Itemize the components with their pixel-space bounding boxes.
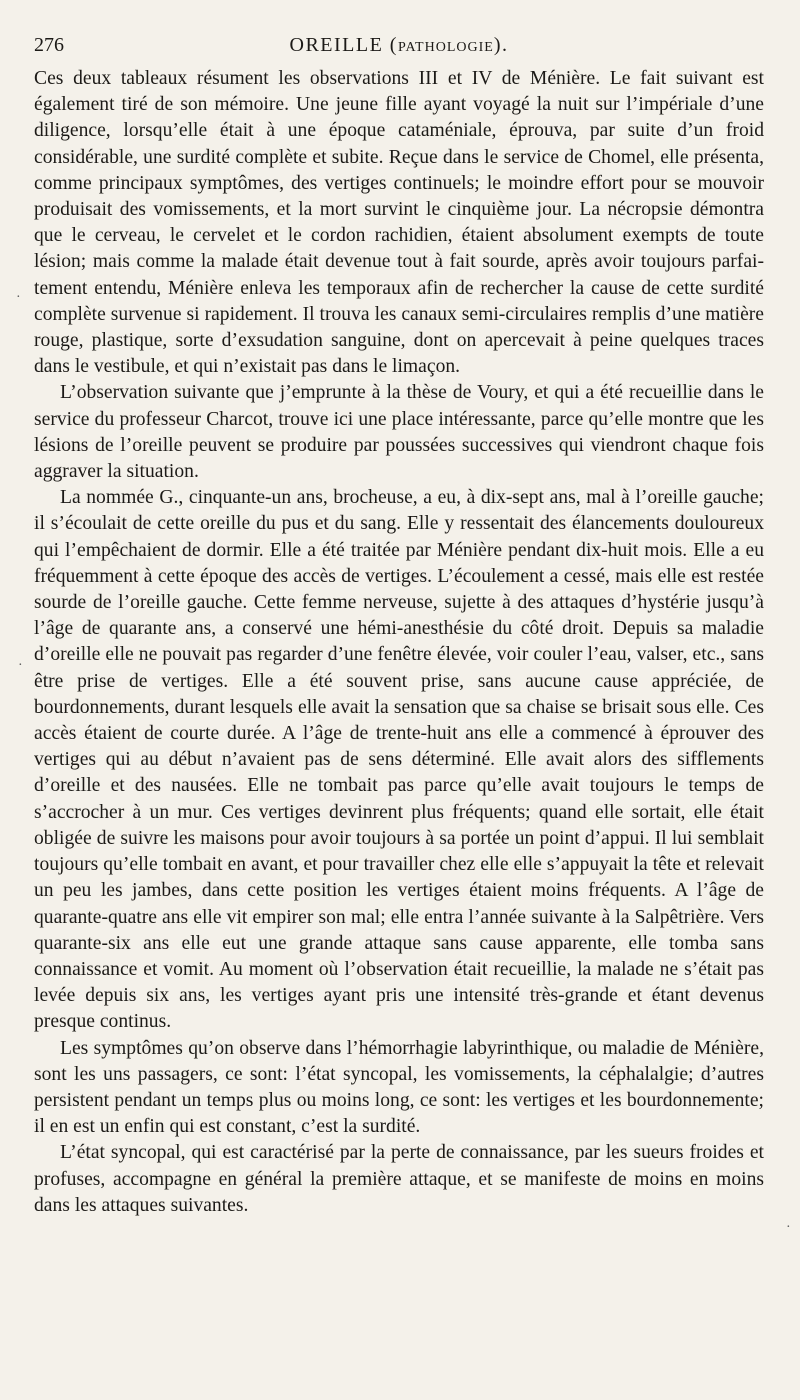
running-title-smallcaps: PATHOLOGIE — [397, 40, 494, 55]
running-title — [34, 30, 764, 63]
paragraph-1: Ces deux tableaux résument les observations III et IV de Ménière. Le fait suivant est également tiré de son mémoire. Une jeune fille ayant voyagé la nuit sur l’impériale d’une diligence, lorsqu’elle était à une époque cataméniale, éprouva, par suite d’un froid considérable, une surdité complète et subite. Reçue dans le service de Chomel, elle présenta, comme principaux symptômes, des vertiges continuels; le moindre effort pour se mouvoir produisait des vomissements, et la mort survint le cinquième jour. La nécropsie démontra que le cerveau, le cervelet et le cordon rachidien, étaient absolument exempts de toute lésion; mais comme la malade était devenue tout à fait sourde, après avoir toujours parfaitement entendu, Ménière enleva les temporaux afin de rechercher la cause de cette surdité complète survenue si rapidement. Il trouva les canaux semi-circulaires remplis d’une matière rouge, plastique, sorte d’exsudation sanguine, dont on apercevait à peine quelques traces dans le vestibule, et qui n’existait pas dans le limaçon. — [34, 68, 764, 378]
margin-speck: · — [786, 1220, 791, 1235]
paragraph-3: La nommée G., cinquante-un ans, brocheuse, a eu, à dix-sept ans, mal à l’oreille gauche; il s’écoulait de cette oreille du pus et du sang. Elle y ressentait des élancements douloureux qui l’empêchaient de dormir. Elle a été traitée par Ménière pendant dix-huit mois. Elle a eu fréquemment à cette époque des accès de vertiges. L’écoulement a cessé, mais elle est restée sourde de l’oreille gauche. Cette femme nerveuse, sujette à des attaques d’hystérie jusqu’à l’âge de quarante ans, a conservé une hémi-anesthésie du côté droit. Depuis sa maladie d’oreille elle ne pouvait pas regarder d’une fenêtre élevée, voir couler l’eau, valser, etc., sans être prise de vertiges. Elle a été souvent prise, sans aucune cause appréciée, de bourdonnements, durant lesquels elle avait la sensation que sa chaise se brisait sous elle. Ces accès étaient de courte durée. A l’âge de trente-huit ans elle a commencé à éprouver des vertiges qui au début n’avaient pas de sens déterminé. Elle avait alors des sifflements d’oreille et des nausées. Elle ne tombait pas parce qu’elle avait toujours le temps de s’accrocher à un mur. Ces vertiges devinrent plus fréquents; quand elle sortait, elle était obligée de suivre les maisons pour avoir toujours à sa portée un point d’appui. Il lui semblait toujours qu’elle tombait en avant, et pour travailler chez elle elle s’appuyait la tête et relevait un peu les jambes, dans cette position les vertiges étaient moins fréquents. A l’âge de quarante-quatre ans elle vit empirer son mal; elle entra l’année suivante à la Salpêtrière. Vers quarante-six ans elle eut une grande attaque sans cause apparente, elle tomba sans connaissance et vomit. Au moment où l’observation était recueillie, la malade ne s’était pas levée depuis six ans, les vertiges ayant pris une intensité très-grande et étant devenus presque continus. — [34, 487, 764, 1033]
margin-speck: · — [18, 658, 23, 673]
paragraph-2: L’observation suivante que j’emprunte à la thèse de Voury, et qui a été recueillie dans le service du professeur Charcot, trouve ici une place intéressante, parce qu’elle montre que les lésions de l’oreille peuvent se produire par poussées successives qui viendront chaque fois aggraver la situation. — [34, 382, 764, 483]
margin-speck: · — [16, 290, 21, 305]
paragraph-4: Les symptômes qu’on observe dans l’hémorrhagie labyrinthique, ou maladie de Ménière, sont les uns passagers, ce sont: l’état syncopal, les vomissements, la céphalalgie; d’autres persistent pendant un temps plus ou moins long, ce sont: les vertiges et les bourdonnemente; il en est un enfin qui est constant, c’est la surdité. — [34, 1037, 764, 1138]
running-title-main: OREILLE ( — [289, 34, 398, 56]
page-number: 276 — [34, 34, 64, 56]
paragraph-5: L’état syncopal, qui est caractérisé par la perte de connaissance, par les sueurs froides et profuses, accompagne en général la première attaque, et se manifeste de moins en moins dans les attaques suivantes. — [34, 1142, 764, 1216]
body-text — [34, 66, 764, 1219]
running-title-end: ). — [493, 34, 509, 56]
running-head — [34, 30, 764, 60]
